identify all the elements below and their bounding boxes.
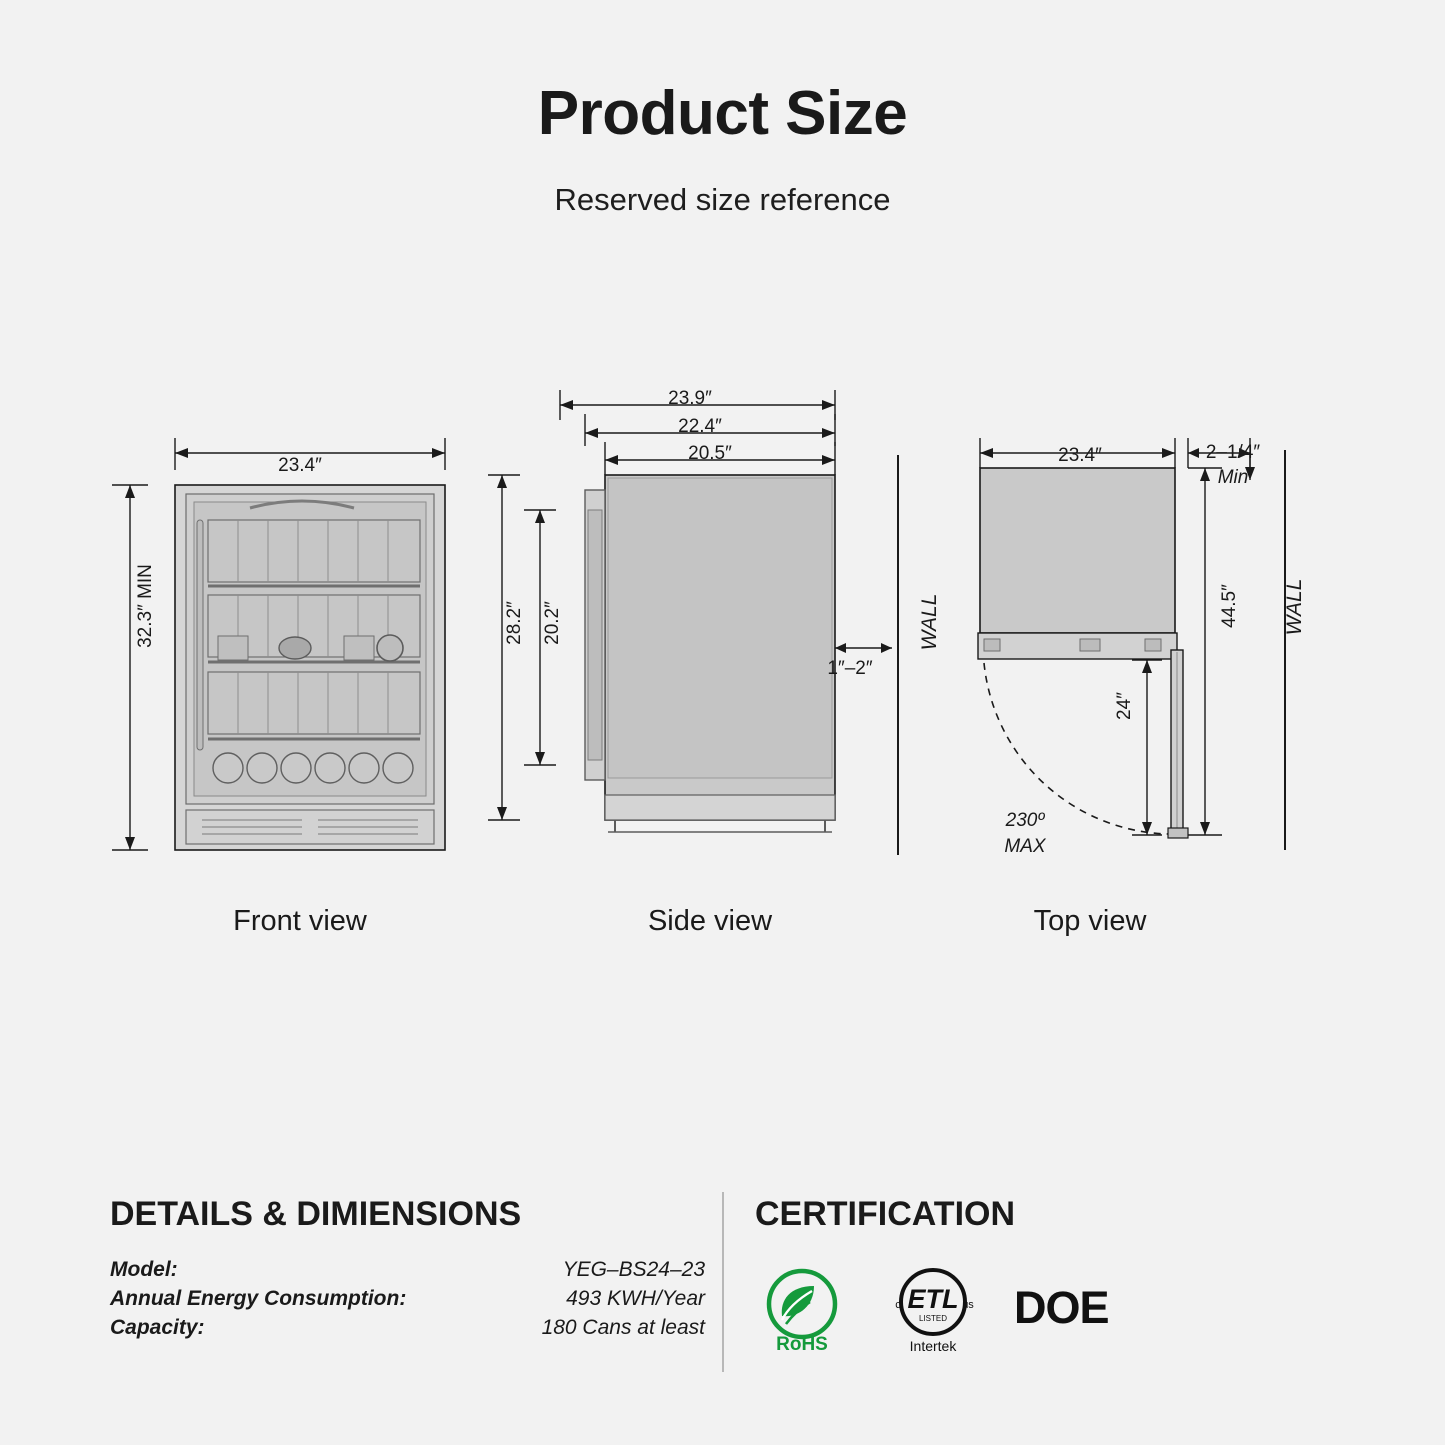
side-body-depth-dimension: 22.4″ xyxy=(678,416,722,437)
svg-text:Intertek: Intertek xyxy=(909,1338,957,1354)
top-door-angle-note: MAX xyxy=(1004,836,1046,857)
svg-text:RoHS: RoHS xyxy=(776,1334,828,1355)
svg-text:us: us xyxy=(962,1299,974,1311)
section-divider xyxy=(722,1192,724,1372)
top-view-label: Top view xyxy=(1033,905,1147,937)
svg-text:c: c xyxy=(895,1299,901,1311)
page-title: Product Size xyxy=(537,79,908,148)
svg-text:LISTED: LISTED xyxy=(918,1314,948,1323)
certification-section-title: CERTIFICATION xyxy=(755,1195,1016,1233)
top-clearance-note: Min xyxy=(1217,467,1249,488)
side-cabinet-depth-dimension: 20.5″ xyxy=(688,443,732,464)
doe-label: DOE xyxy=(1014,1282,1109,1333)
etl-icon xyxy=(878,1258,988,1358)
spec-label-model: Model: xyxy=(110,1258,178,1281)
spec-value-energy: 493 KWH/Year xyxy=(566,1287,705,1310)
diagram-area xyxy=(0,380,1445,980)
page-subtitle: Reserved size reference xyxy=(554,182,891,217)
top-wall-label: WALL xyxy=(1283,578,1306,636)
front-height-dimension: 32.3″ MIN xyxy=(135,564,156,648)
details-section-title: DETAILS & DIMIENSIONS xyxy=(110,1195,522,1233)
spec-label-energy: Annual Energy Consumption: xyxy=(110,1287,407,1310)
top-door-width-dimension: 24″ xyxy=(1114,692,1135,720)
certification-badges xyxy=(752,1258,1109,1358)
top-door-angle: 230º xyxy=(1005,810,1045,831)
side-total-height-dimension: 28.2″ xyxy=(504,601,525,645)
side-total-depth-dimension: 23.9″ xyxy=(668,388,712,409)
top-width-dimension: 23.4″ xyxy=(1058,445,1102,466)
side-view-label: Side view xyxy=(647,905,773,937)
svg-text:ETL: ETL xyxy=(907,1284,959,1314)
top-clearance-dimension: 2–1/4″ xyxy=(1205,442,1261,463)
top-swing-depth-dimension: 44.5″ xyxy=(1219,584,1240,628)
front-width-dimension: 23.4″ xyxy=(278,455,322,476)
front-view-label: Front view xyxy=(233,905,367,937)
side-gap-dimension: 1″–2″ xyxy=(827,658,873,679)
side-wall-label: WALL xyxy=(918,593,941,651)
rohs-icon xyxy=(752,1258,852,1358)
spec-value-capacity: 180 Cans at least xyxy=(541,1316,705,1339)
spec-values xyxy=(350,1255,705,1342)
top-view-drawing xyxy=(940,420,1340,940)
spec-label-capacity: Capacity: xyxy=(110,1316,205,1339)
spec-value-model: YEG–BS24–23 xyxy=(562,1258,705,1281)
side-inner-height-dimension: 20.2″ xyxy=(542,601,563,645)
